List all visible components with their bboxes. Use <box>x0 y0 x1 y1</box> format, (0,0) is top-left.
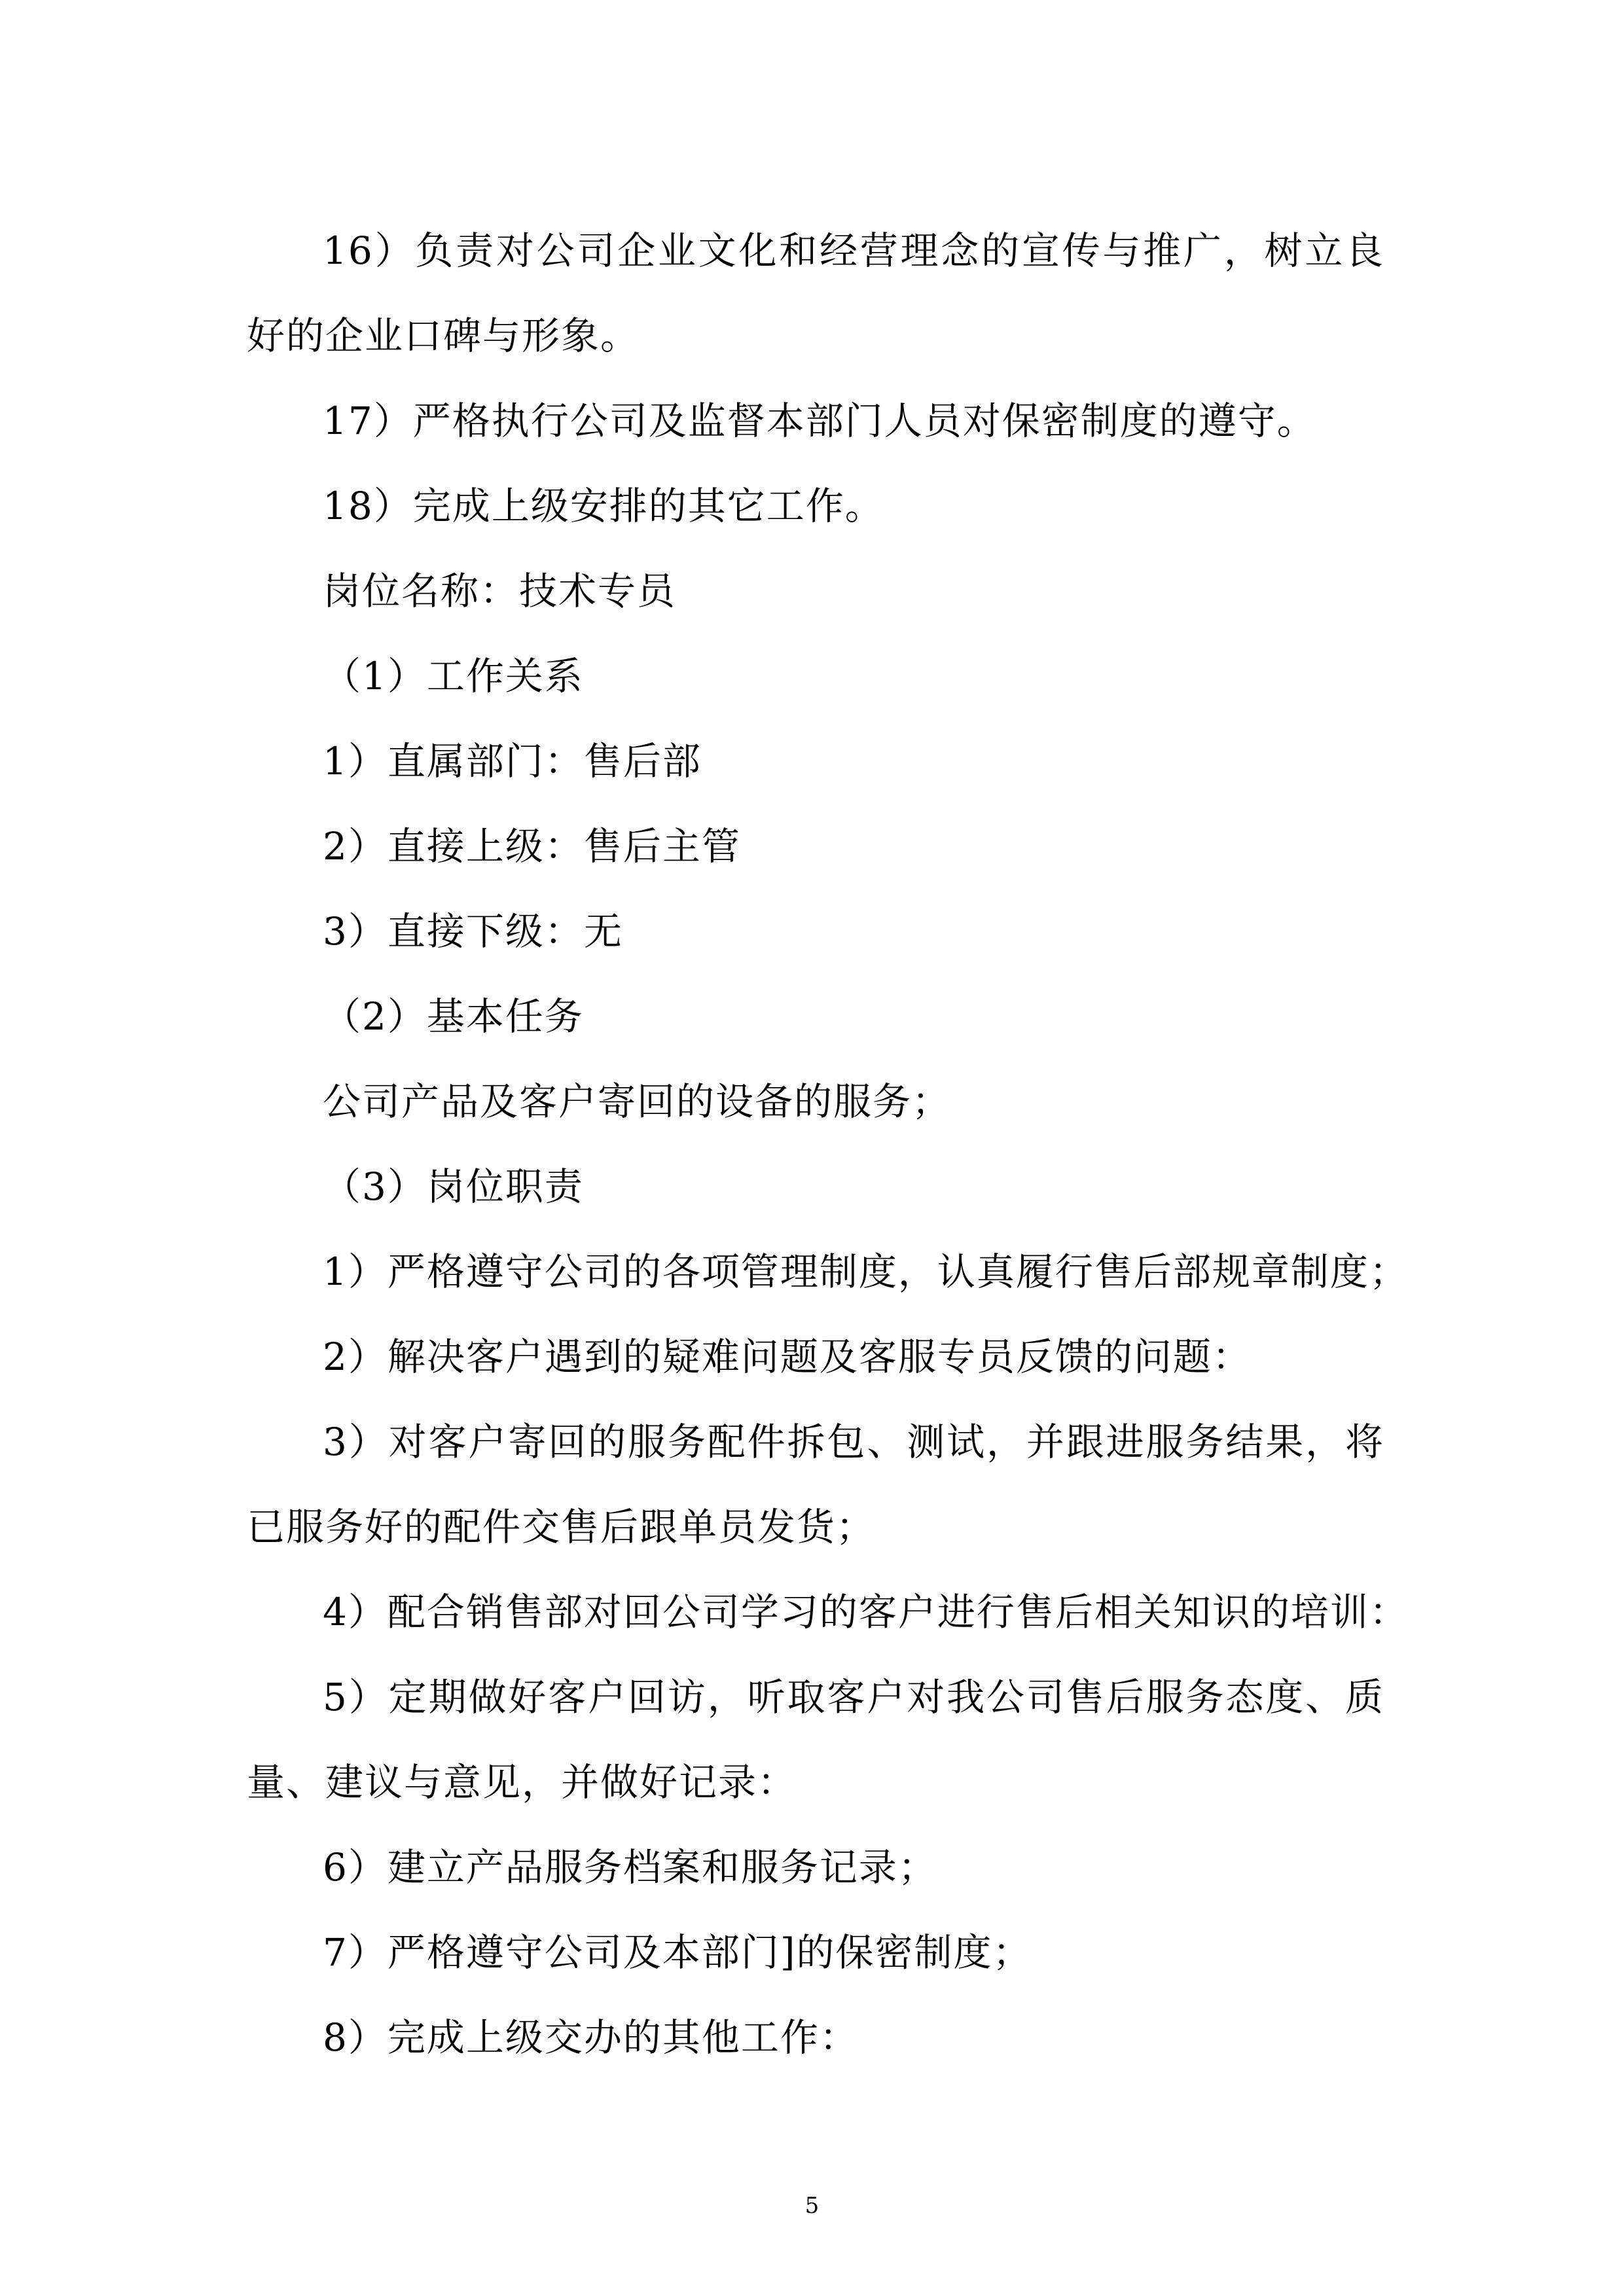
duty-item-3: 3）对客户寄回的服务配件拆包、测试，并跟进服务结果，将已服务好的配件交售后跟单员发货； <box>247 1420 1384 1549</box>
document-body <box>247 208 1409 2080</box>
section-heading-work-relations: （1）工作关系 <box>323 654 584 698</box>
section-heading-basic-tasks: （2）基本任务 <box>323 994 584 1039</box>
job-title-heading: 岗位名称：技术专员 <box>323 569 677 613</box>
paragraph-item-17: 17）严格执行公司及监督本部门人员对保密制度的遵守。 <box>323 399 1316 443</box>
basic-task-text: 公司产品及客户寄回的设备的服务； <box>323 1079 952 1124</box>
duty-item-7: 7）严格遵守公司及本部门]的保密制度； <box>323 1930 1032 1975</box>
page-number: 5 <box>804 2193 820 2219</box>
paragraph-item-16: 16）负责对公司企业文化和经营理念的宣传与推广，树立良好的企业口碑与形象。 <box>247 228 1384 358</box>
duty-item-2: 2）解决客户遇到的疑难问题及客服专员反馈的问题： <box>323 1335 1252 1379</box>
relation-item-department: 1）直属部门：售后部 <box>323 739 702 783</box>
section-heading-duties: （3）岗位职责 <box>323 1164 584 1209</box>
relation-item-subordinate: 3）直接下级：无 <box>323 909 623 954</box>
duty-item-6: 6）建立产品服务档案和服务记录； <box>323 1845 937 1890</box>
duty-item-4: 4）配合销售部对回公司学习的客户进行售后相关知识的培训： <box>323 1590 1409 1634</box>
duty-item-1: 1）严格遵守公司的各项管理制度，认真履行售后部规章制度； <box>323 1249 1409 1294</box>
relation-item-superior: 2）直接上级：售后主管 <box>323 824 741 869</box>
paragraph-item-18: 18）完成上级安排的其它工作。 <box>323 484 884 528</box>
duty-item-5: 5）定期做好客户回访，听取客户对我公司售后服务态度、质量、建议与意见，并做好记录： <box>247 1675 1384 1804</box>
duty-item-8: 8）完成上级交办的其他工作： <box>323 2015 859 2060</box>
